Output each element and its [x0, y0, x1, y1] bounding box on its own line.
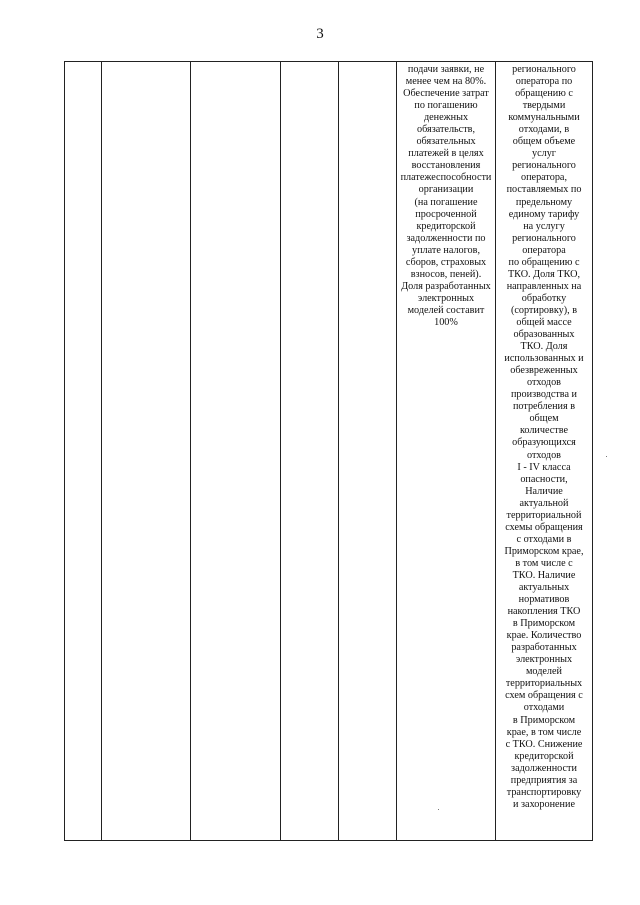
- text-line: разработанных: [511, 642, 577, 654]
- text-line: количестве: [519, 425, 569, 437]
- data-table: [64, 61, 593, 841]
- text-line: схем обращения с: [505, 690, 583, 702]
- text-line: подачи заявки, не: [407, 64, 485, 75]
- text-line: территориальной: [506, 509, 582, 521]
- text-line: регионального: [512, 64, 576, 75]
- text-line: крае, в том числе: [506, 726, 582, 738]
- text-line: и захоронение: [513, 798, 575, 810]
- text-line: кредиторской: [416, 220, 476, 232]
- text-line: предельному: [515, 196, 573, 208]
- text-line: ТКО. Доля ТКО,: [507, 268, 581, 280]
- text-line: на услугу: [523, 220, 565, 232]
- text-line: моделей составит: [407, 304, 485, 316]
- text-line: поставляемых по: [506, 184, 582, 196]
- scan-speck: [606, 456, 607, 457]
- text-line: с отходами в: [516, 533, 572, 545]
- text-line: схемы обращения: [505, 521, 583, 533]
- text-line: единому тарифу: [508, 208, 580, 220]
- text-line: услуг: [532, 148, 556, 160]
- col7-text: [496, 62, 592, 811]
- text-line: задолженности по: [406, 232, 486, 244]
- text-line: ТКО. Доля: [520, 341, 568, 353]
- text-line: обезвреженных: [510, 365, 578, 377]
- text-line: использованных и: [504, 353, 584, 365]
- text-line: оператора,: [521, 172, 567, 184]
- text-line: задолженности: [511, 762, 577, 774]
- text-line: (на погашение: [414, 196, 478, 208]
- text-line: направленных на: [506, 280, 582, 292]
- text-line: электронных: [417, 292, 475, 304]
- text-line: Приморском крае,: [504, 545, 584, 557]
- text-line: кредиторской: [514, 750, 574, 762]
- text-line: общей массе: [516, 316, 572, 328]
- text-line: образованных: [513, 329, 575, 341]
- text-line: Обеспечение затрат: [403, 88, 489, 100]
- text-line: в том числе с: [515, 557, 573, 569]
- text-line: обращению с: [515, 88, 573, 100]
- text-line: уплате налогов,: [411, 244, 481, 256]
- table-cell-col1: [65, 62, 102, 841]
- text-line: производства и: [510, 389, 577, 401]
- text-line: обязательных: [416, 136, 476, 148]
- text-line: отходов: [526, 449, 561, 461]
- text-line: взносов, пеней).: [410, 268, 482, 280]
- table-cell-col3: [191, 62, 281, 841]
- text-line: сборов, страховых: [405, 256, 487, 268]
- text-line: регионального: [512, 160, 576, 172]
- text-line: в Приморском: [512, 714, 576, 726]
- text-line: ТКО. Наличие: [512, 569, 576, 581]
- table-cell-col5: [339, 62, 397, 841]
- text-line: образующихся: [512, 437, 576, 449]
- text-line: организации: [418, 184, 474, 196]
- col6-text: [397, 62, 495, 329]
- page-number: 3: [316, 26, 324, 42]
- text-line: моделей: [525, 666, 562, 678]
- text-line: обработку: [521, 292, 567, 304]
- table-row: [65, 62, 593, 841]
- text-line: опасности,: [520, 473, 568, 485]
- text-line: денежных: [423, 112, 469, 124]
- text-line: актуальной: [519, 497, 569, 509]
- text-line: крае. Количество: [506, 630, 582, 642]
- text-line: оператора: [522, 244, 566, 256]
- scan-speck: [438, 809, 439, 810]
- text-line: отходами, в: [518, 124, 570, 136]
- text-line: электронных: [515, 654, 573, 666]
- text-line: оператора по: [515, 76, 573, 88]
- text-line: с ТКО. Снижение: [505, 738, 583, 750]
- text-line: 100%: [434, 316, 458, 328]
- text-line: по обращению с: [508, 256, 580, 268]
- text-line: общем: [529, 413, 559, 425]
- text-line: Доля разработанных: [401, 280, 491, 292]
- text-line: потребления в: [512, 401, 576, 413]
- text-line: твердыми: [522, 100, 566, 112]
- text-line: нормативов: [518, 594, 570, 606]
- text-line: накопления ТКО: [507, 606, 581, 618]
- text-line: коммунальными: [508, 112, 580, 124]
- text-line: отходов: [526, 377, 561, 389]
- text-line: актуальных: [518, 582, 570, 594]
- text-line: (сортировку), в: [510, 304, 578, 316]
- table-cell-col6: [397, 62, 496, 841]
- text-line: в Приморском: [512, 618, 576, 630]
- text-line: регионального: [512, 232, 576, 244]
- table-cell-col4: [281, 62, 339, 841]
- text-line: менее чем на 80%.: [405, 76, 487, 88]
- text-line: платежей в целях: [408, 148, 484, 160]
- text-line: просроченной: [415, 208, 477, 220]
- table-cell-col2: [102, 62, 191, 841]
- text-line: территориальных: [505, 678, 583, 690]
- text-line: платежеспособности: [400, 172, 492, 184]
- text-line: по погашению: [414, 100, 478, 112]
- text-line: отходами: [523, 702, 565, 714]
- text-line: восстановления: [411, 160, 481, 172]
- text-line: предприятия за: [510, 774, 578, 786]
- text-line: обязательств,: [416, 124, 476, 136]
- text-line: I - IV класса: [517, 461, 571, 473]
- text-line: общем объеме: [512, 136, 576, 148]
- text-line: транспортировку: [506, 786, 582, 798]
- table-cell-col7: [496, 62, 593, 841]
- text-line: Наличие: [525, 485, 563, 497]
